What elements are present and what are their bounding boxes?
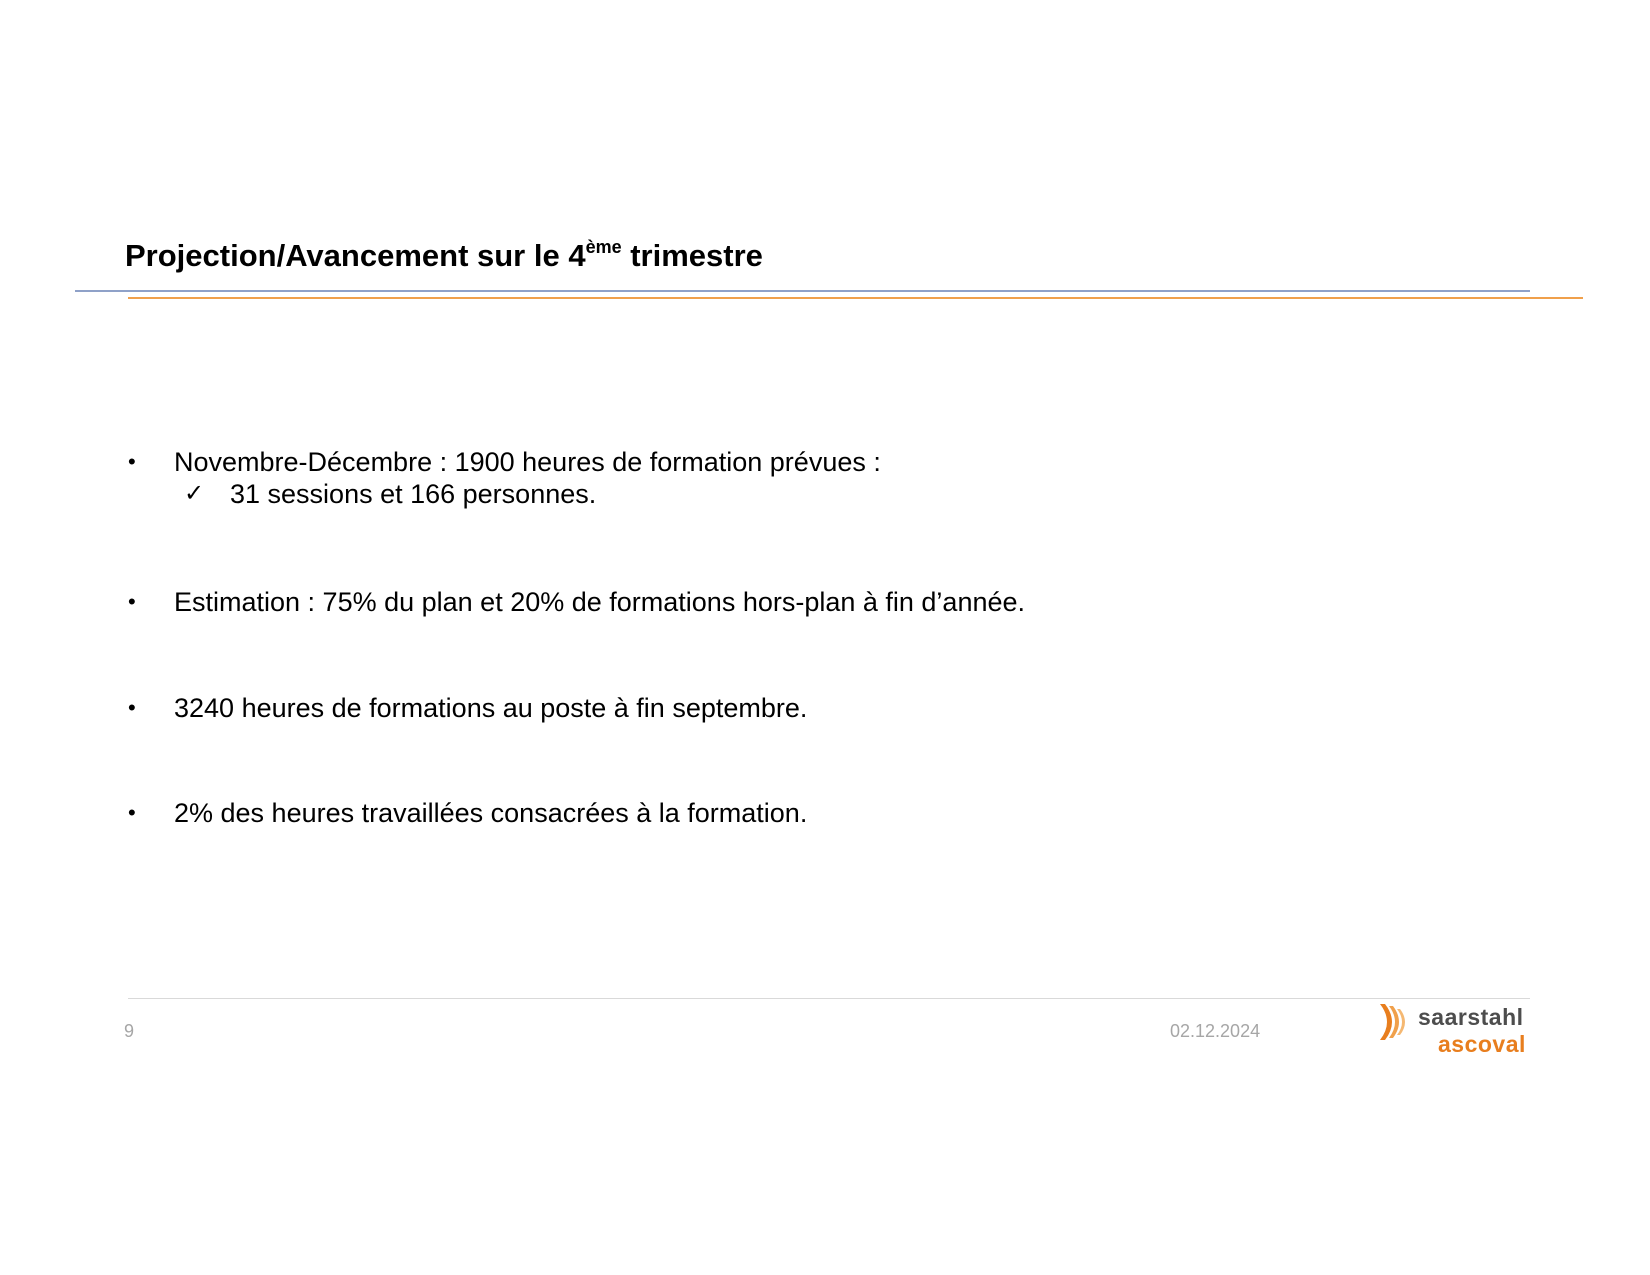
bullet-icon: • <box>128 695 136 720</box>
footer-rule <box>128 998 1530 999</box>
bullet-icon: • <box>128 449 136 474</box>
bullet-text: Estimation : 75% du plan et 20% de formations hors-plan à fin d’année. <box>174 587 1026 617</box>
logo-text-ascoval: ascoval <box>1438 1031 1526 1057</box>
title-rule-blue <box>75 290 1530 292</box>
title-rule-orange <box>128 297 1583 299</box>
logo-chevrons-icon <box>1378 1002 1416 1042</box>
bullet-text: 2% des heures travaillées consacrées à la formation. <box>174 798 808 828</box>
checkmark-icon: ✓ <box>184 480 205 507</box>
title-superscript: ème <box>585 237 622 257</box>
page-number: 9 <box>124 1021 135 1041</box>
company-logo <box>1378 1000 1538 1064</box>
bullet-text: Novembre-Décembre : 1900 heures de formation prévues : <box>174 447 881 477</box>
footer-date: 02.12.2024 <box>1170 1021 1261 1041</box>
bullet-icon: • <box>128 800 136 825</box>
bullet-icon: • <box>128 589 136 614</box>
bullet-text: 3240 heures de formations au poste à fin septembre. <box>174 693 808 723</box>
title-end: trimestre <box>621 238 763 273</box>
slide-title <box>125 238 763 274</box>
logo-text-saarstahl: saarstahl <box>1418 1004 1524 1030</box>
sub-bullet-text: 31 sessions et 166 personnes. <box>230 479 597 509</box>
title-main: Projection/Avancement sur le 4 <box>125 238 586 273</box>
